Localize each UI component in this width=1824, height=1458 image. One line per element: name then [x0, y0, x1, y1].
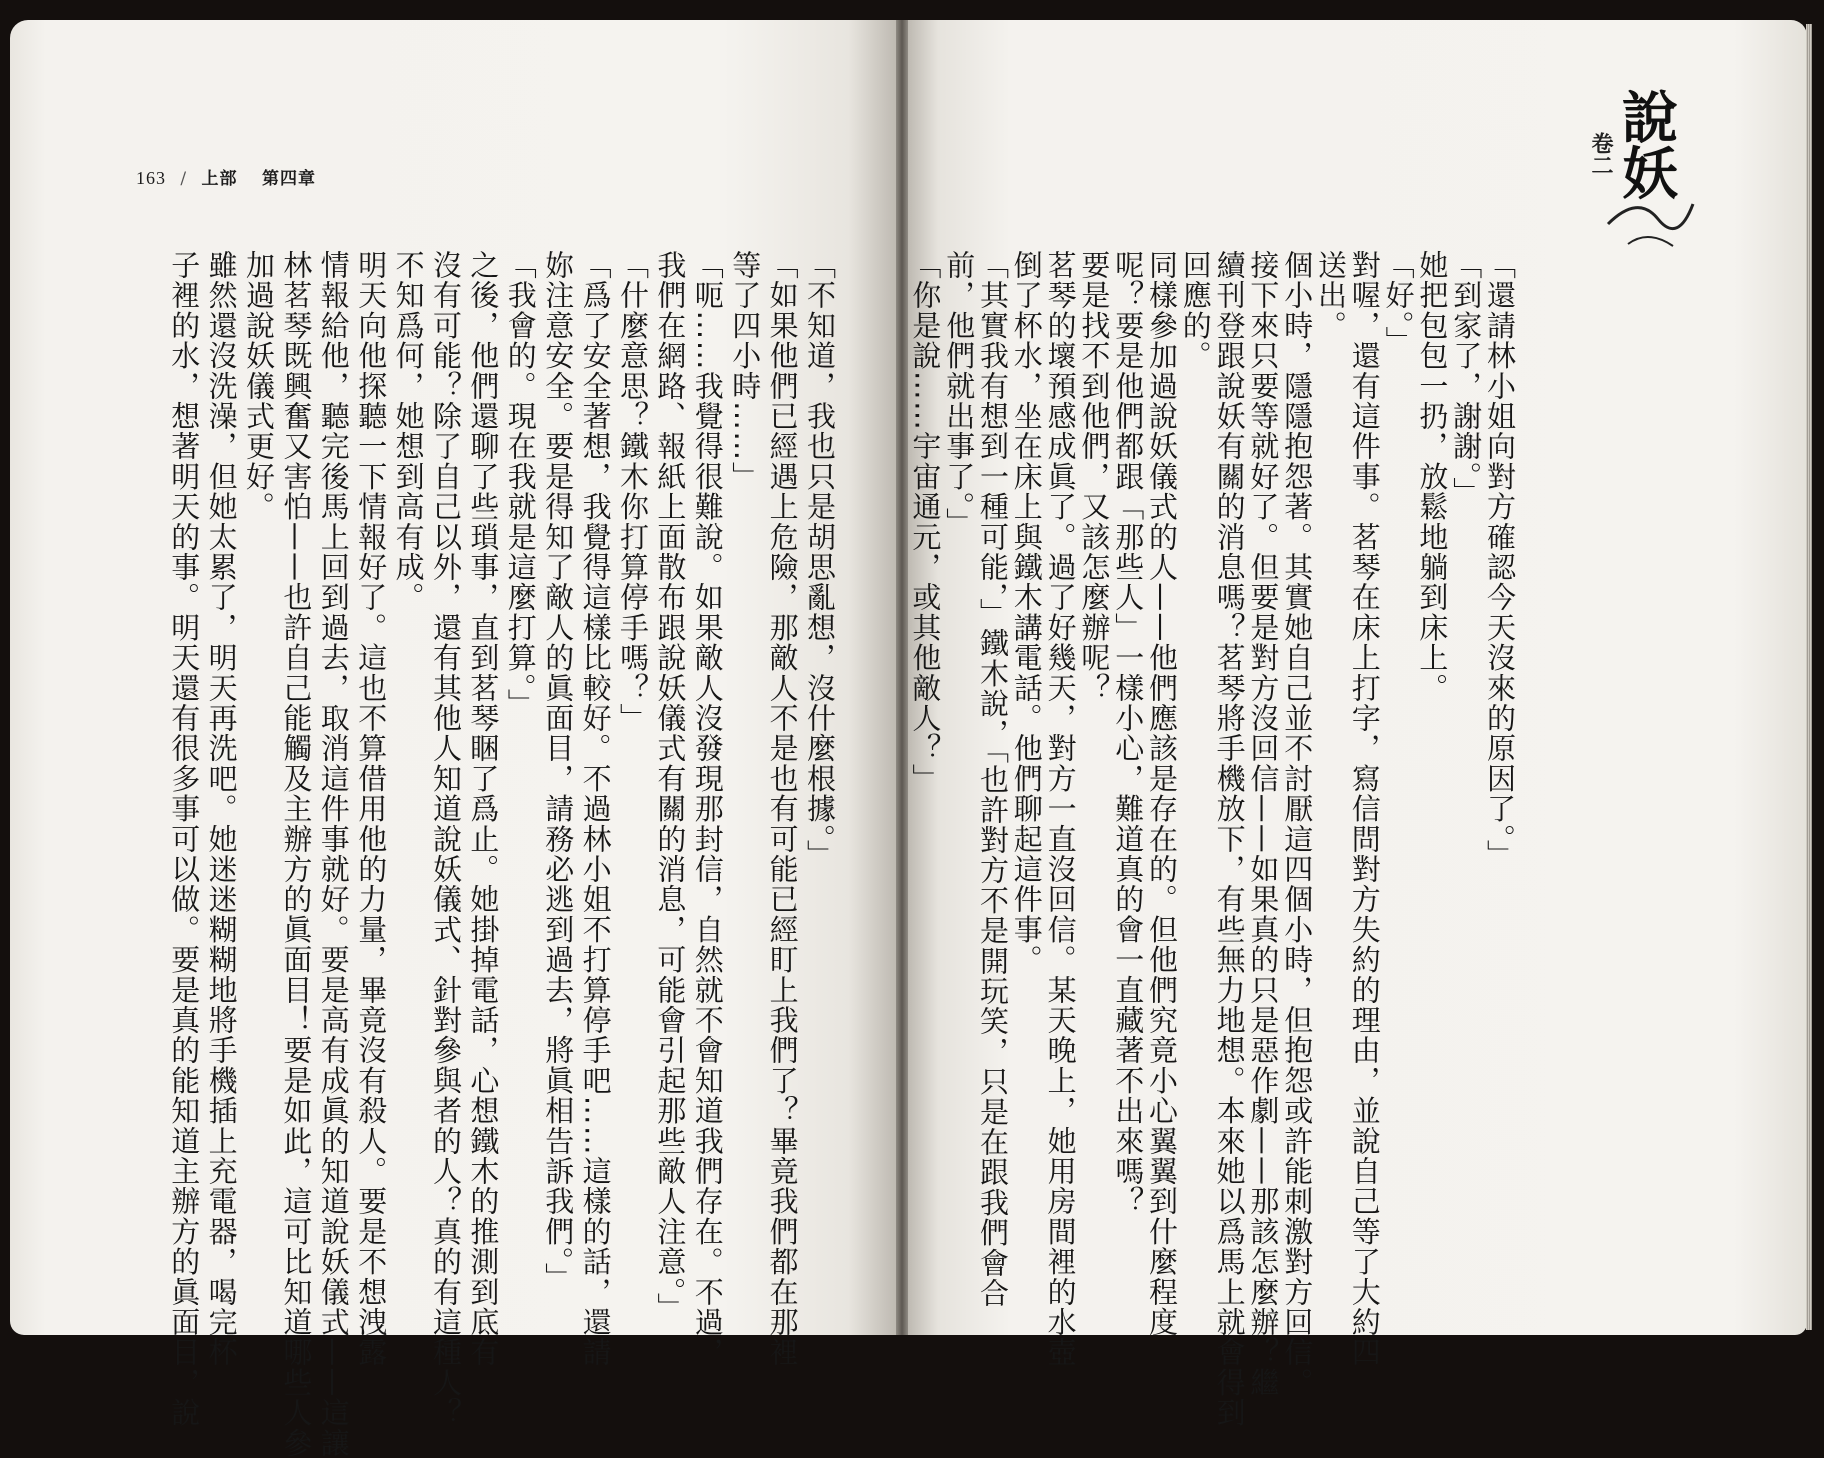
- left-page-text-column: 「如果他們已經遇上危險，那敵人不是也有可能已經盯上我們了？畢竟我們都在那裡: [765, 250, 800, 1368]
- left-page-text-column: 明天向他探聽一下情報好了。這也不算借用他的力量，畢竟沒有殺人。要是不想洩露: [354, 250, 389, 1368]
- left-page-text-column: 妳注意安全。要是得知了敵人的眞面目，請務必逃到過去，將眞相告訴我們。」: [541, 250, 576, 1293]
- right-page-text-column: 對喔，還有這件事。茗琴在床上打字，寫信問對方失約的理由，並說自己等了大約四: [1347, 250, 1382, 1368]
- left-page-text-column: 等了四小時……」: [728, 250, 763, 492]
- left-page-text-column: 雖然還沒洗澡，但她太累了，明天再洗吧。她迷迷糊糊地將手機插上充電器，喝完杯: [204, 250, 239, 1368]
- left-page-text-column: 「不知道，我也只是胡思亂想，沒什麼根據。」: [803, 250, 837, 870]
- left-page-text-column: 之後，他們還聊了些瑣事，直到茗琴睏了爲止。她掛掉電話，心想鐵木的推測到底有: [466, 250, 501, 1368]
- page-edge-stack: [1806, 24, 1812, 1330]
- left-page-text-column: 沒有可能？除了自己以外，還有其他人知道說妖儀式、針對參與者的人？真的有這種人？: [429, 250, 463, 1428]
- page-number: 163: [136, 168, 166, 188]
- right-page-text-column: 「還請林小姐向對方確認今天沒來的原因了。」: [1483, 250, 1517, 870]
- right-page-text-column: 回應的。: [1178, 250, 1213, 371]
- logo-volume: 卷二: [1588, 132, 1614, 176]
- left-page-text-column: 不知爲何，她想到高有成。: [391, 250, 426, 613]
- header-chapter: 第四章: [261, 169, 316, 189]
- left-page-text-column: 林茗琴既興奮又害怕——也許自己能觸及主辦方的眞面目！要是如此，這可比知道哪些人參: [279, 250, 314, 1458]
- right-page-text-column: 前，他們就出事了。」: [942, 250, 977, 538]
- left-page-text-column: 我們在網路、報紙上面散布跟說妖儀式有關的消息，可能會引起那些敵人注意。」: [653, 250, 688, 1323]
- left-page-text-column: 「呃……我覺得很難說。如果敵人沒發現那封信，自然就不會知道我們存在。不過，: [690, 250, 725, 1368]
- right-page-text-column: 接下來只要等就好了。但要是對方沒回信——如果真的只是惡作劇——那該怎麼辦？繼: [1246, 250, 1281, 1398]
- left-page-text-column: 子裡的水，想著明天的事。明天還有很多事可以做。要是真的能知道主辦方的眞面目，說: [167, 250, 202, 1428]
- logo-brush-ornament: [1598, 184, 1698, 254]
- right-page-text-column: 續刊登跟說妖有關的消息嗎？茗琴將手機放下，有些無力地想。本來她以爲馬上就會得到: [1212, 250, 1247, 1428]
- running-header: [136, 164, 316, 189]
- right-page-text-column: 她把包包一扔，放鬆地躺到床上。: [1415, 250, 1450, 703]
- right-page-text-column: 「你是說……宇宙通元，或其他敵人？」: [908, 250, 943, 794]
- left-page-text-column: 「爲了安全著想，我覺得這樣比較好。不過林小姐不打算停手吧……這樣的話，還請: [578, 250, 613, 1368]
- left-page-text-column: 情報給他，聽完後馬上回到過去，取消這件事就好。要是高有成眞的知道說妖儀式——這讓: [316, 250, 351, 1458]
- right-page-text-column: 送出。: [1314, 250, 1348, 341]
- book-title-logo: [1566, 88, 1716, 248]
- right-page-text-column: 要是找不到他們，又該怎麼辦呢？: [1077, 250, 1112, 703]
- right-page-text-column: 同樣參加過說妖儀式的人——他們應該是存在的。但他們究竟小心翼翼到什麼程度: [1145, 250, 1179, 1338]
- right-page-text-column: 個小時，隱隱抱怨著。其實她自己並不討厭這四個小時，但抱怨或許能刺激對方回信。: [1280, 250, 1315, 1398]
- header-part: 上部: [201, 169, 238, 189]
- right-page-text-column: 呢？要是他們都跟「那些人」一樣小心，難道真的會一直藏著不出來嗎？: [1111, 250, 1146, 1217]
- right-page-text-column: 「好。」: [1381, 250, 1416, 357]
- right-page-text-column: 茗琴的壞預感成眞了。過了好幾天，對方一直沒回信。某天晚上，她用房間裡的水壺: [1043, 250, 1078, 1368]
- right-page-text-column: 「其實我有想到一種可能，」鐵木說，「也許對方不是開玩笑，只是在跟我們會合: [976, 250, 1010, 1309]
- right-page-text-column: 「到家了，謝謝。」: [1449, 250, 1484, 508]
- logo-title: 說妖: [1613, 88, 1679, 200]
- right-page-text-column: 倒了杯水，坐在床上與鐵木講電話。他們聊起這件事。: [1009, 250, 1044, 975]
- header-separator: /: [180, 169, 188, 189]
- left-page-text-column: 「什麼意思？鐵木你打算停手嗎？」: [616, 250, 650, 734]
- left-page-text-column: 加過說妖儀式更好。: [242, 250, 276, 522]
- left-page-text-column: 「我會的。現在我就是這麼打算。」: [503, 250, 538, 719]
